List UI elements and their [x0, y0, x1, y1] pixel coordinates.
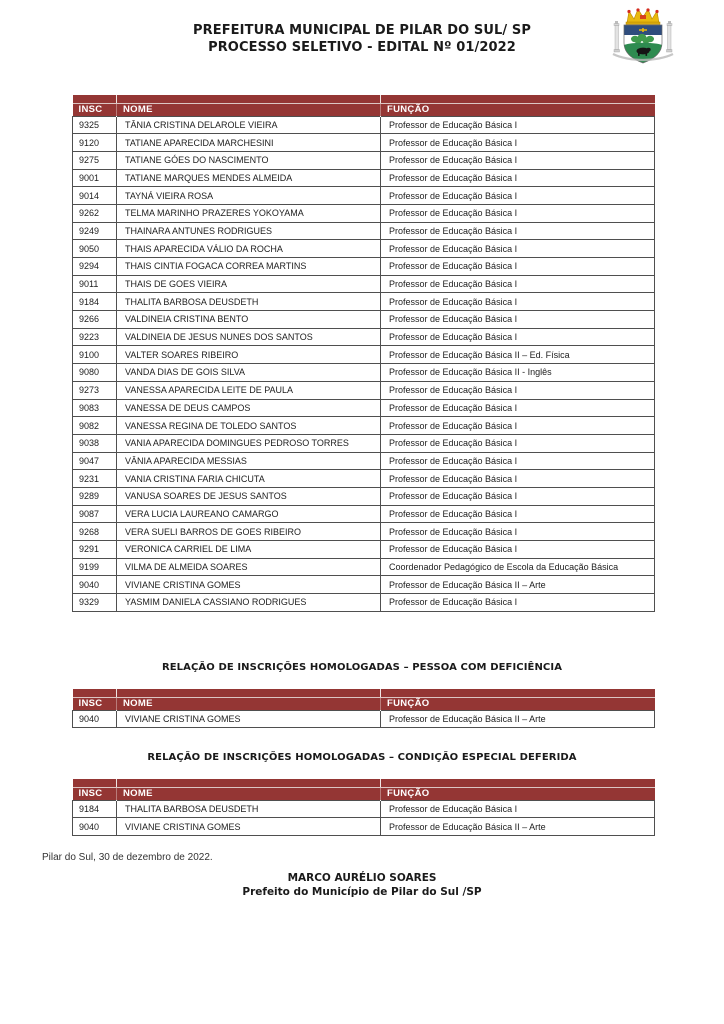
cell-funcao: Professor de Educação Básica I	[381, 134, 655, 152]
cell-insc: 9291	[73, 541, 117, 559]
table-row	[73, 452, 655, 470]
cell-nome: VIVIANE CRISTINA GOMES	[117, 818, 381, 836]
cell-insc: 9120	[73, 134, 117, 152]
cell-insc: 9011	[73, 275, 117, 293]
table-row	[73, 558, 655, 576]
cell-funcao: Professor de Educação Básica I	[381, 470, 655, 488]
cell-insc: 9266	[73, 311, 117, 329]
table-row	[73, 116, 655, 134]
table-row	[73, 187, 655, 205]
cell-insc: 9329	[73, 594, 117, 612]
cell-funcao: Professor de Educação Básica I	[381, 187, 655, 205]
cell-funcao: Professor de Educação Básica I	[381, 800, 655, 818]
cell-funcao: Professor de Educação Básica I	[381, 311, 655, 329]
table-row	[73, 169, 655, 187]
table-row	[73, 293, 655, 311]
cell-insc: 9001	[73, 169, 117, 187]
column-header-funcao: FUNÇÃO	[381, 103, 655, 116]
cell-insc: 9040	[73, 576, 117, 594]
cell-nome: VERA SUELI BARROS DE GOES RIBEIRO	[117, 523, 381, 541]
cell-insc: 9083	[73, 399, 117, 417]
table-row	[73, 364, 655, 382]
table-row	[73, 275, 655, 293]
table-row	[73, 800, 655, 818]
pillar-right	[667, 21, 673, 52]
cell-insc: 9184	[73, 293, 117, 311]
table-row	[73, 222, 655, 240]
cell-funcao: Professor de Educação Básica I	[381, 116, 655, 134]
cell-nome: TATIANE GÓES DO NASCIMENTO	[117, 151, 381, 169]
table-row	[73, 487, 655, 505]
cell-funcao: Professor de Educação Básica II – Arte	[381, 818, 655, 836]
cell-insc: 9325	[73, 116, 117, 134]
table-row	[73, 311, 655, 329]
cell-insc: 9014	[73, 187, 117, 205]
column-header-nome: NOME	[117, 697, 381, 710]
cell-funcao: Professor de Educação Básica I	[381, 541, 655, 559]
cell-nome: VALTER SOARES RIBEIRO	[117, 346, 381, 364]
cell-insc: 9038	[73, 434, 117, 452]
cell-funcao: Professor de Educação Básica II - Inglês	[381, 364, 655, 382]
cell-insc: 9199	[73, 558, 117, 576]
table-row	[73, 818, 655, 836]
column-header-insc: INSC	[73, 103, 117, 116]
table-header-row	[73, 697, 655, 710]
cell-nome: VÂNIA APARECIDA MESSIAS	[117, 452, 381, 470]
date-line: Pilar do Sul, 30 de dezembro de 2022.	[42, 852, 213, 863]
special-condition-section-title: RELAÇÃO DE INSCRIÇÕES HOMOLOGADAS – CONDIÇÃO ESPECIAL DEFERIDA	[147, 752, 577, 763]
cell-nome: VIVIANE CRISTINA GOMES	[117, 710, 381, 728]
cell-insc: 9231	[73, 470, 117, 488]
cell-funcao: Professor de Educação Básica I	[381, 222, 655, 240]
cell-nome: VANIA CRISTINA FARIA CHICUTA	[117, 470, 381, 488]
table-row	[73, 594, 655, 612]
cell-funcao: Professor de Educação Básica I	[381, 240, 655, 258]
column-header-insc: INSC	[73, 697, 117, 710]
table-row	[73, 523, 655, 541]
pcd-section-title: RELAÇÃO DE INSCRIÇÕES HOMOLOGADAS – PESSOA COM DEFICIÊNCIA	[161, 662, 563, 673]
cell-funcao: Professor de Educação Básica II – Arte	[381, 576, 655, 594]
cell-insc: 9082	[73, 417, 117, 435]
cell-funcao: Professor de Educação Básica I	[381, 275, 655, 293]
cell-insc: 9294	[73, 258, 117, 276]
cell-nome: VERONICA CARRIEL DE LIMA	[117, 541, 381, 559]
table-header-row	[73, 787, 655, 800]
table-row	[73, 417, 655, 435]
table-header-row	[73, 103, 655, 116]
cell-nome: VANUSA SOARES DE JESUS SANTOS	[117, 487, 381, 505]
cell-nome: TAYNÁ VIEIRA ROSA	[117, 187, 381, 205]
cell-funcao: Professor de Educação Básica II – Ed. Física	[381, 346, 655, 364]
cell-nome: THAIS DE GOES VIEIRA	[117, 275, 381, 293]
signature-block	[0, 872, 724, 899]
cell-funcao: Professor de Educação Básica I	[381, 151, 655, 169]
table-row	[73, 204, 655, 222]
cell-funcao: Professor de Educação Básica I	[381, 381, 655, 399]
cell-nome: VANESSA REGINA DE TOLEDO SANTOS	[117, 417, 381, 435]
cell-funcao: Professor de Educação Básica I	[381, 452, 655, 470]
page-title: PREFEITURA MUNICIPAL DE PILAR DO SUL/ SP	[192, 23, 531, 38]
table-row	[73, 134, 655, 152]
table-row	[73, 710, 655, 728]
cell-nome: VALDINEIA CRISTINA BENTO	[117, 311, 381, 329]
table-row	[73, 346, 655, 364]
cell-insc: 9275	[73, 151, 117, 169]
page-subtitle: PROCESSO SELETIVO - EDITAL Nº 01/2022	[208, 40, 516, 55]
cell-insc: 9268	[73, 523, 117, 541]
table-row	[73, 541, 655, 559]
shield	[624, 25, 662, 63]
pcd-table	[72, 689, 655, 728]
table-row	[73, 328, 655, 346]
cell-funcao: Professor de Educação Básica I	[381, 204, 655, 222]
cell-insc: 9100	[73, 346, 117, 364]
cell-nome: THALITA BARBOSA DEUSDETH	[117, 800, 381, 818]
cell-funcao: Professor de Educação Básica I	[381, 399, 655, 417]
signature-name: MARCO AURÉLIO SOARES	[287, 872, 437, 884]
cell-nome: VANDA DIAS DE GOIS SILVA	[117, 364, 381, 382]
pillar-left	[614, 21, 620, 52]
cell-nome: VALDINEIA DE JESUS NUNES DOS SANTOS	[117, 328, 381, 346]
column-header-insc: INSC	[73, 787, 117, 800]
crown	[626, 8, 660, 24]
cell-nome: VERA LUCIA LAUREANO CAMARGO	[117, 505, 381, 523]
table-row	[73, 151, 655, 169]
cell-nome: VILMA DE ALMEIDA SOARES	[117, 558, 381, 576]
cell-funcao: Professor de Educação Básica I	[381, 417, 655, 435]
column-header-funcao: FUNÇÃO	[381, 787, 655, 800]
cell-funcao: Professor de Educação Básica I	[381, 523, 655, 541]
table-header-band	[73, 689, 655, 697]
cell-funcao: Professor de Educação Básica II – Arte	[381, 710, 655, 728]
cell-insc: 9273	[73, 381, 117, 399]
cell-nome: TATIANE MARQUES MENDES ALMEIDA	[117, 169, 381, 187]
cell-nome: THALITA BARBOSA DEUSDETH	[117, 293, 381, 311]
table-row	[73, 258, 655, 276]
cell-funcao: Professor de Educação Básica I	[381, 169, 655, 187]
cell-funcao: Professor de Educação Básica I	[381, 434, 655, 452]
cell-funcao: Professor de Educação Básica I	[381, 594, 655, 612]
table-header-band	[73, 95, 655, 103]
cell-funcao: Professor de Educação Básica I	[381, 328, 655, 346]
column-header-nome: NOME	[117, 787, 381, 800]
cell-funcao: Professor de Educação Básica I	[381, 487, 655, 505]
table-row	[73, 470, 655, 488]
table-row	[73, 381, 655, 399]
table-header-band	[73, 779, 655, 787]
cell-funcao: Professor de Educação Básica I	[381, 258, 655, 276]
cell-insc: 9047	[73, 452, 117, 470]
cell-nome: THAINARA ANTUNES RODRIGUES	[117, 222, 381, 240]
municipal-coat-of-arms-icon	[609, 7, 677, 69]
cell-insc: 9249	[73, 222, 117, 240]
table-row	[73, 399, 655, 417]
cell-insc: 9087	[73, 505, 117, 523]
cell-funcao: Professor de Educação Básica I	[381, 505, 655, 523]
cell-insc: 9262	[73, 204, 117, 222]
cell-insc: 9080	[73, 364, 117, 382]
table-row	[73, 505, 655, 523]
cell-nome: THAIS APARECIDA VÁLIO DA ROCHA	[117, 240, 381, 258]
cell-insc: 9289	[73, 487, 117, 505]
table-row	[73, 434, 655, 452]
cell-nome: TELMA MARINHO PRAZERES YOKOYAMA	[117, 204, 381, 222]
cell-nome: TATIANE APARECIDA MARCHESINI	[117, 134, 381, 152]
cell-nome: TÂNIA CRISTINA DELAROLE VIEIRA	[117, 116, 381, 134]
cell-nome: VANESSA DE DEUS CAMPOS	[117, 399, 381, 417]
column-header-nome: NOME	[117, 103, 381, 116]
cell-insc: 9050	[73, 240, 117, 258]
cell-insc: 9040	[73, 710, 117, 728]
cell-insc: 9040	[73, 818, 117, 836]
special-condition-table	[72, 779, 655, 836]
cell-nome: YASMIM DANIELA CASSIANO RODRIGUES	[117, 594, 381, 612]
column-header-funcao: FUNÇÃO	[381, 697, 655, 710]
cell-insc: 9223	[73, 328, 117, 346]
cell-nome: VANESSA APARECIDA LEITE DE PAULA	[117, 381, 381, 399]
signature-title: Prefeito do Município de Pilar do Sul /SP	[242, 885, 482, 898]
table-row	[73, 240, 655, 258]
cell-nome: VIVIANE CRISTINA GOMES	[117, 576, 381, 594]
main-table	[72, 95, 655, 612]
cell-nome: THAIS CINTIA FOGACA CORREA MARTINS	[117, 258, 381, 276]
table-row	[73, 576, 655, 594]
cell-nome: VANIA APARECIDA DOMINGUES PEDROSO TORRES	[117, 434, 381, 452]
cell-funcao: Professor de Educação Básica I	[381, 293, 655, 311]
cell-insc: 9184	[73, 800, 117, 818]
cell-funcao: Coordenador Pedagógico de Escola da Educação Básica	[381, 558, 655, 576]
